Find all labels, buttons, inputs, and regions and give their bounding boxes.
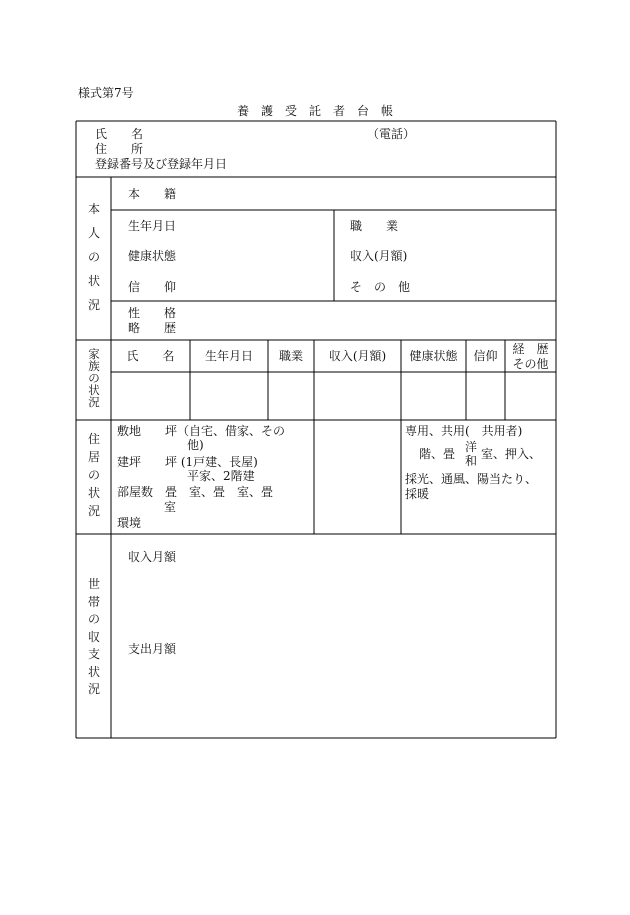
section-label-char: の bbox=[87, 250, 100, 264]
section-label-char: 住 bbox=[87, 432, 100, 446]
wa-label: 和 bbox=[465, 454, 478, 468]
character-label: 性 格 bbox=[128, 306, 177, 320]
name-label: 氏 名 bbox=[95, 127, 144, 141]
floor-label: 階、畳 bbox=[419, 447, 456, 461]
section-label-char: 況 bbox=[88, 395, 100, 409]
section-label-char: 人 bbox=[87, 226, 100, 240]
section-label-char: 況 bbox=[87, 504, 100, 518]
budget-expense-label: 支出月額 bbox=[128, 642, 177, 656]
budget-section-label bbox=[86, 578, 102, 701]
income-label: 収入(月額) bbox=[350, 249, 408, 263]
residence-section-label bbox=[86, 433, 102, 523]
section-label-char: 本 bbox=[87, 202, 100, 216]
honseki-label: 本 籍 bbox=[128, 187, 177, 201]
section-label-char: の bbox=[88, 371, 100, 385]
phone-label: （電話） bbox=[367, 127, 416, 141]
section-label-char: 況 bbox=[87, 298, 100, 312]
family-col-name: 氏 名 bbox=[126, 349, 175, 363]
section-label-char: 世 bbox=[87, 577, 100, 591]
other-label: そ の 他 bbox=[350, 280, 411, 294]
yo-label: 洋 bbox=[465, 440, 478, 454]
family-col-religion: 信仰 bbox=[473, 349, 498, 363]
section-label-char: 状 bbox=[87, 664, 100, 679]
family-col-health: 健康状態 bbox=[409, 349, 458, 363]
section-label-char: 状 bbox=[87, 486, 100, 500]
section-label-char: の bbox=[87, 468, 100, 482]
family-col-birthdate: 生年月日 bbox=[204, 349, 253, 363]
address-label: 住 所 bbox=[95, 142, 144, 156]
birthdate-label: 生年月日 bbox=[128, 219, 177, 233]
lighting-label: 採光、通風、陽当たり、 bbox=[405, 472, 538, 486]
section-label-char: 収 bbox=[87, 629, 100, 644]
building-label: 建坪 坪 (1戸建、長屋) bbox=[117, 455, 258, 469]
family-section-label bbox=[86, 349, 102, 409]
family-col-income: 収入(月額) bbox=[328, 349, 387, 363]
room-tail-label: 室、押入、 bbox=[481, 447, 542, 461]
section-label-char: 支 bbox=[87, 647, 100, 661]
health-label: 健康状態 bbox=[128, 249, 177, 263]
section-label-char: 状 bbox=[87, 274, 100, 288]
section-label-char: 居 bbox=[87, 450, 100, 464]
building-label-2: 平家、2階建 bbox=[187, 469, 255, 483]
section-label-char: 状 bbox=[88, 383, 100, 397]
page-title: 養 護 受 託 者 台 帳 bbox=[236, 104, 393, 118]
section-label-char: 族 bbox=[88, 359, 100, 373]
person-section-label bbox=[86, 203, 102, 323]
history-label: 略 歴 bbox=[128, 321, 177, 335]
section-label-char: 家 bbox=[88, 347, 100, 361]
family-col-occupation: 職業 bbox=[278, 349, 303, 363]
family-col-other: その他 bbox=[512, 357, 549, 371]
use-label: 専用、共用( 共用者) bbox=[405, 424, 523, 438]
heating-label: 採暖 bbox=[405, 487, 430, 501]
section-label-char: 況 bbox=[87, 682, 100, 696]
rooms-label-2: 室 bbox=[164, 500, 177, 514]
religion-label: 信 仰 bbox=[128, 280, 177, 294]
section-label-char: 帯 bbox=[87, 594, 100, 609]
budget-income-label: 収入月額 bbox=[128, 550, 177, 564]
section-label-char: の bbox=[87, 612, 100, 626]
registration-label: 登録番号及び登録年月日 bbox=[95, 157, 228, 171]
occupation-label: 職 業 bbox=[350, 219, 399, 233]
form-number: 様式第7号 bbox=[78, 86, 134, 100]
site-label-2: 他) bbox=[187, 438, 204, 452]
environment-label: 環境 bbox=[117, 516, 142, 530]
family-col-career: 経 歴 bbox=[512, 342, 549, 356]
rooms-label: 部屋数 畳 室、畳 室、畳 bbox=[117, 485, 274, 499]
site-label: 敷地 坪（自宅、借家、その bbox=[117, 424, 286, 438]
